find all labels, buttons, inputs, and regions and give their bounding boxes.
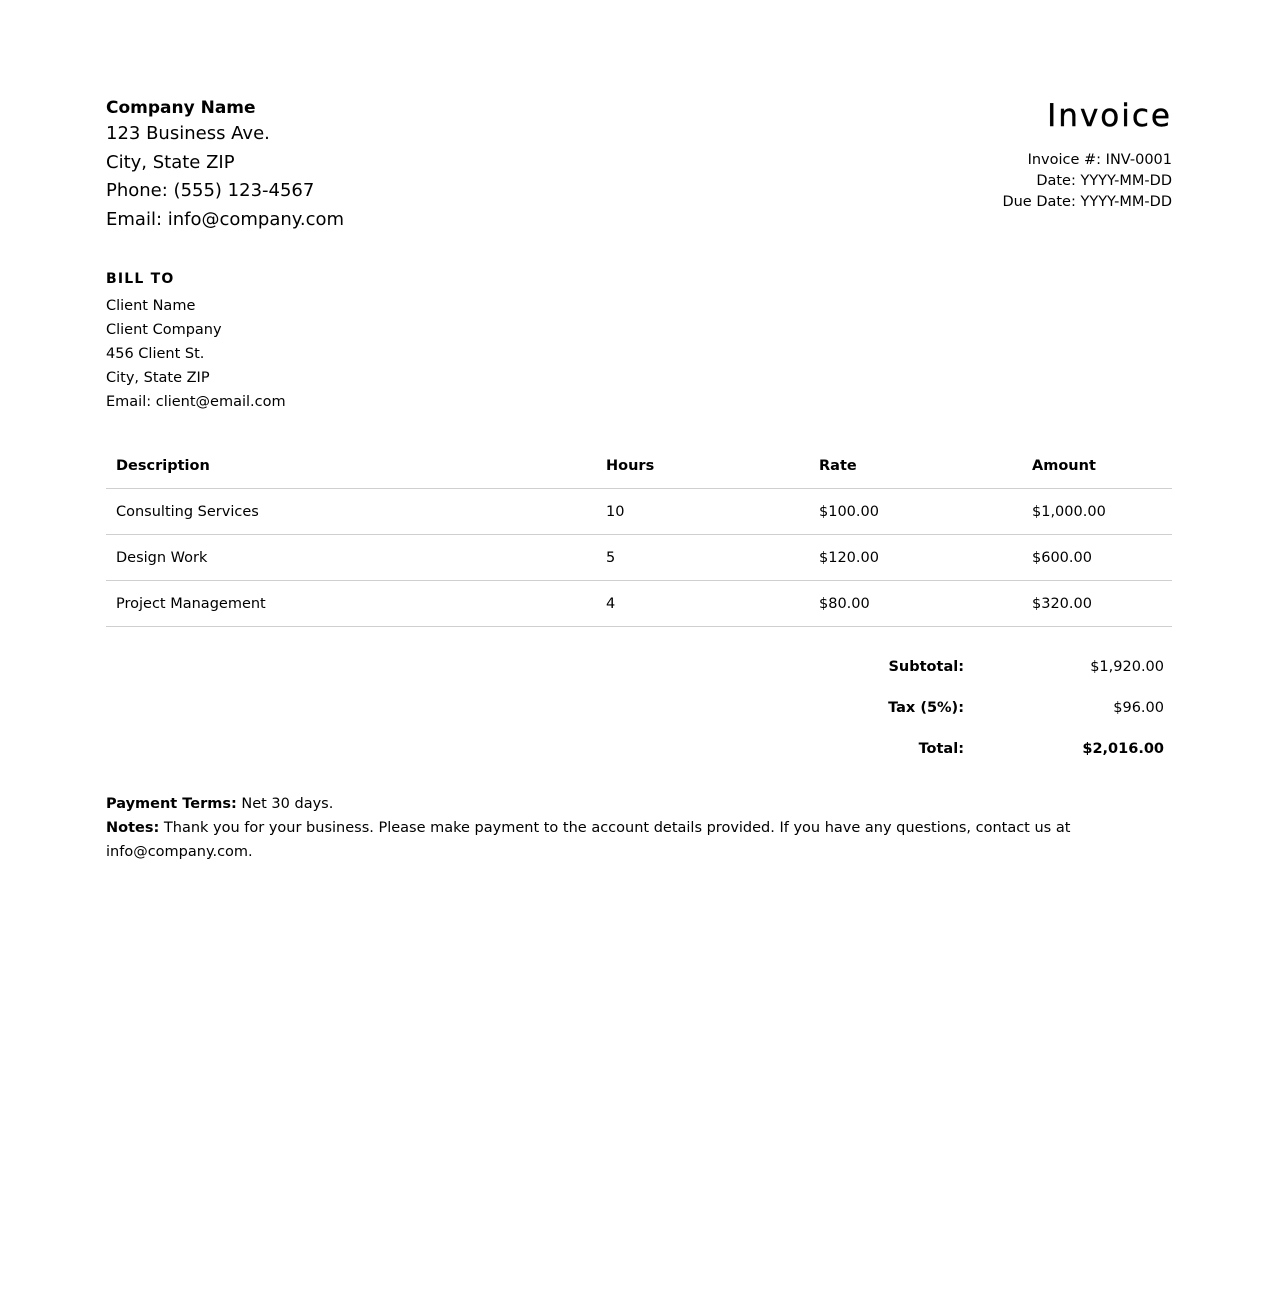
invoice-number: Invoice #: INV-0001 xyxy=(1027,152,1172,168)
cell-amount: $1,000.00 xyxy=(1022,489,1172,535)
total-label: Total: xyxy=(918,740,964,757)
invoice-date: Date: YYYY-MM-DD xyxy=(1036,173,1172,189)
bill-to-heading: BILL TO xyxy=(106,271,175,287)
total-row xyxy=(864,728,1164,769)
cell-description: Consulting Services xyxy=(106,489,596,535)
totals-section xyxy=(864,646,1164,769)
cell-rate: $80.00 xyxy=(809,581,1022,627)
table-header-row xyxy=(106,443,1172,489)
company-address: 123 Business Ave. xyxy=(106,123,270,144)
client-name: Client Name xyxy=(106,298,196,314)
invoice-header xyxy=(106,0,1172,250)
tax-value: $96.00 xyxy=(1113,699,1164,716)
table-row xyxy=(106,581,1172,627)
company-phone: Phone: (555) 123-4567 xyxy=(106,180,315,202)
cell-hours: 4 xyxy=(596,581,809,627)
client-company: Client Company xyxy=(106,322,222,338)
client-city: City, State ZIP xyxy=(106,370,210,386)
invoice-meta xyxy=(1002,96,1172,213)
payment-terms-value: Net 30 days. xyxy=(236,796,334,812)
header-amount: Amount xyxy=(1022,443,1172,489)
header-rate: Rate xyxy=(809,443,1022,489)
notes xyxy=(106,816,1172,864)
line-items-table xyxy=(106,443,1172,627)
subtotal-label: Subtotal: xyxy=(888,658,964,675)
table-row xyxy=(106,535,1172,581)
invoice-page xyxy=(106,0,1172,860)
client-email: Email: client@email.com xyxy=(106,394,286,410)
cell-rate: $120.00 xyxy=(809,535,1022,581)
total-value: $2,016.00 xyxy=(1082,740,1164,757)
cell-amount: $600.00 xyxy=(1022,535,1172,581)
table-row xyxy=(106,489,1172,535)
cell-description: Project Management xyxy=(106,581,596,627)
cell-hours: 5 xyxy=(596,535,809,581)
invoice-footer xyxy=(106,792,1172,864)
cell-amount: $320.00 xyxy=(1022,581,1172,627)
company-email: Email: info@company.com xyxy=(106,209,345,231)
header-hours: Hours xyxy=(596,443,809,489)
invoice-due-date: Due Date: YYYY-MM-DD xyxy=(1002,194,1172,210)
notes-label: Notes: xyxy=(106,820,160,836)
invoice-title: Invoice xyxy=(1047,98,1172,134)
payment-terms xyxy=(106,792,1172,816)
company-info xyxy=(106,96,344,235)
payment-terms-label: Payment Terms: xyxy=(106,796,237,812)
cell-hours: 10 xyxy=(596,489,809,535)
client-address: 456 Client St. xyxy=(106,346,205,362)
bill-to-section xyxy=(106,268,286,414)
header-description: Description xyxy=(106,443,596,489)
company-name: Company Name xyxy=(106,98,256,118)
cell-rate: $100.00 xyxy=(809,489,1022,535)
subtotal-value: $1,920.00 xyxy=(1090,658,1164,675)
tax-label: Tax (5%): xyxy=(888,699,964,716)
notes-value: Thank you for your business. Please make payment to the account details provided. If you have any questions, contact us at info@company.com. xyxy=(106,820,1071,860)
company-city: City, State ZIP xyxy=(106,151,235,173)
subtotal-row xyxy=(864,646,1164,687)
cell-description: Design Work xyxy=(106,535,596,581)
tax-row xyxy=(864,687,1164,728)
